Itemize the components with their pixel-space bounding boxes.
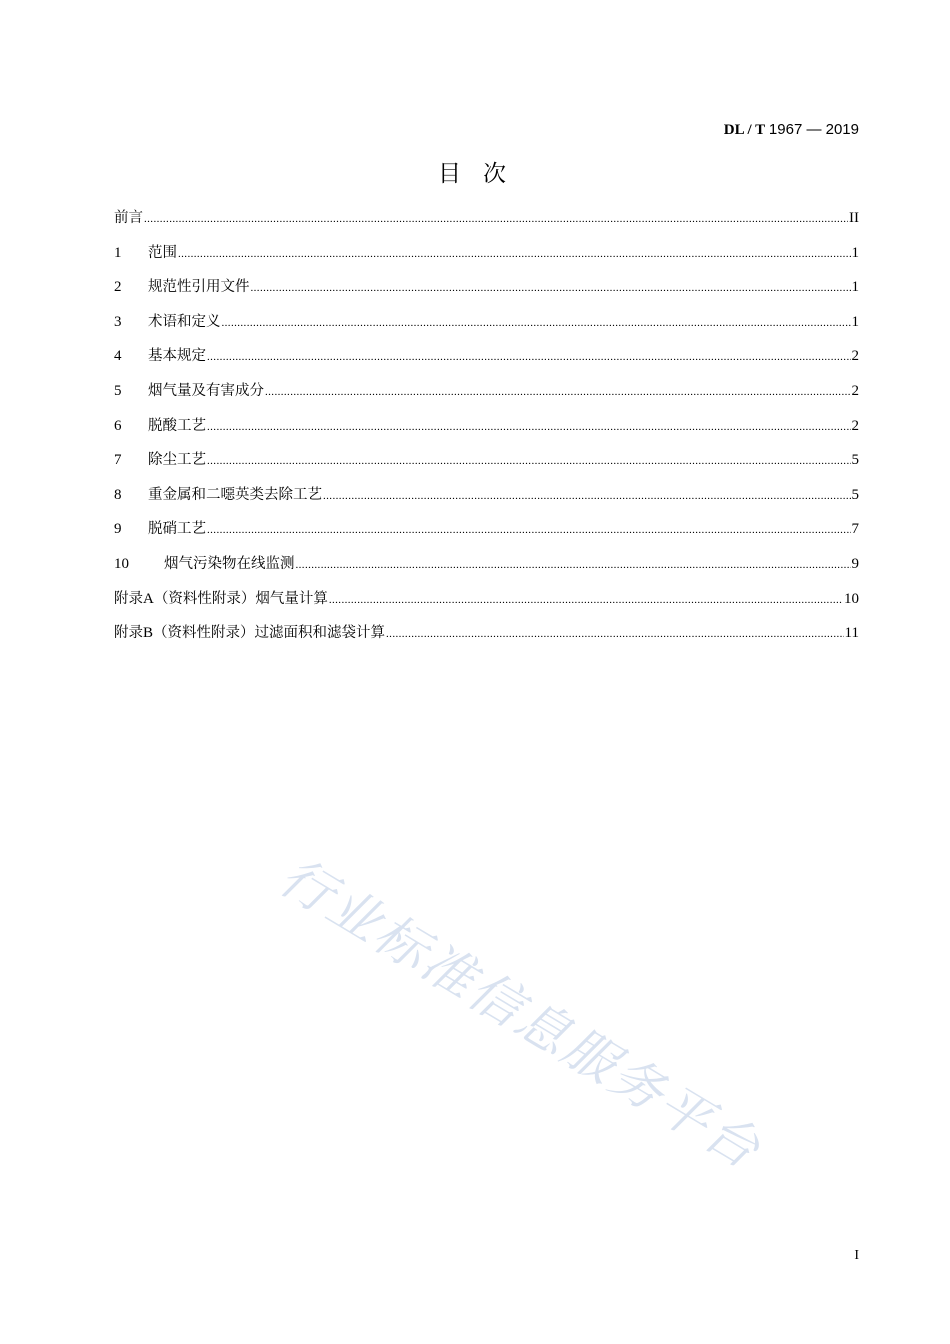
toc-entry-page: 2 (851, 417, 859, 434)
table-of-contents (114, 206, 859, 656)
toc-entry-appendix-b[interactable] (114, 621, 859, 656)
toc-entry-3[interactable] (114, 310, 859, 345)
toc-leader-dots (222, 317, 851, 329)
standard-number: 1967 — 2019 (768, 121, 859, 138)
toc-entry-page: 1 (851, 313, 859, 330)
toc-entry-label: 重金属和二噁英类去除工艺 (148, 486, 322, 503)
toc-entry-label (114, 587, 328, 608)
toc-entry-number: 5 (114, 382, 122, 399)
toc-entry-page: 1 (851, 279, 859, 296)
toc-leader-dots (178, 248, 851, 260)
toc-entry-label: 烟气量及有害成分 (148, 382, 264, 399)
toc-leader-dots (296, 559, 851, 571)
toc-entry-1[interactable] (114, 241, 859, 276)
toc-entry-label: 规范性引用文件 (148, 279, 250, 296)
toc-entry-page: 5 (851, 486, 859, 503)
toc-entry-label: 范围 (148, 244, 177, 261)
toc-entry-page: 5 (851, 452, 859, 469)
toc-entry-2[interactable] (114, 275, 859, 310)
toc-entry-foreword[interactable] (114, 206, 859, 241)
toc-entry-page: 10 (844, 590, 859, 607)
toc-entry-page: 7 (851, 521, 859, 538)
toc-entry-7[interactable] (114, 448, 859, 483)
toc-entry-page: 11 (844, 625, 859, 642)
standard-header (724, 121, 859, 139)
toc-entry-number: 10 (114, 555, 129, 572)
toc-entry-page: 1 (851, 244, 859, 261)
appendix-title: （资料性附录）过滤面积和滤袋计算 (153, 625, 386, 642)
appendix-title: （资料性附录）烟气量计算 (153, 590, 328, 607)
toc-leader-dots (329, 594, 843, 606)
toc-leader-dots (207, 351, 851, 363)
page-number: I (854, 1248, 859, 1263)
toc-entry-4[interactable] (114, 344, 859, 379)
toc-leader-dots (386, 628, 844, 640)
toc-entry-number: 9 (114, 521, 122, 538)
toc-leader-dots (207, 524, 851, 536)
toc-entry-label: 前言 (114, 210, 143, 226)
standard-code: DL / T (723, 122, 766, 138)
toc-entry-appendix-a[interactable] (114, 587, 859, 622)
appendix-letter: B (143, 625, 154, 642)
toc-entry-number: 1 (114, 244, 122, 261)
toc-entry-6[interactable] (114, 414, 859, 449)
toc-entry-label: 脱硝工艺 (148, 521, 206, 538)
toc-entry-number: 2 (114, 279, 122, 296)
page-title: 目次 (438, 161, 528, 187)
toc-leader-dots (265, 386, 851, 398)
toc-entry-9[interactable] (114, 517, 859, 552)
toc-entry-page: II (849, 210, 859, 226)
appendix-prefix: 附录 (114, 590, 143, 607)
watermark: 行业标准信息服务平台 (269, 846, 772, 1182)
toc-entry-label (114, 621, 385, 642)
toc-entry-page: 2 (851, 348, 859, 365)
toc-entry-number: 3 (114, 313, 122, 330)
toc-leader-dots (323, 490, 851, 502)
toc-entry-label: 烟气污染物在线监测 (164, 555, 295, 572)
toc-entry-number: 7 (114, 452, 122, 469)
toc-entry-label: 除尘工艺 (148, 452, 206, 469)
toc-entry-label: 术语和定义 (148, 313, 221, 330)
toc-entry-page: 2 (851, 382, 859, 399)
toc-leader-dots (251, 282, 851, 294)
toc-entry-label: 脱酸工艺 (148, 417, 206, 434)
toc-entry-10[interactable] (114, 552, 859, 587)
toc-entry-number: 8 (114, 486, 122, 503)
appendix-prefix: 附录 (114, 625, 143, 642)
toc-entry-label: 基本规定 (148, 348, 206, 365)
toc-entry-page: 9 (851, 555, 859, 572)
toc-entry-8[interactable] (114, 483, 859, 518)
toc-entry-5[interactable] (114, 379, 859, 414)
toc-entry-number: 4 (114, 348, 122, 365)
toc-entry-number: 6 (114, 417, 122, 434)
toc-leader-dots (144, 213, 848, 225)
toc-leader-dots (207, 421, 851, 433)
toc-leader-dots (207, 455, 851, 467)
appendix-letter: A (143, 590, 154, 607)
